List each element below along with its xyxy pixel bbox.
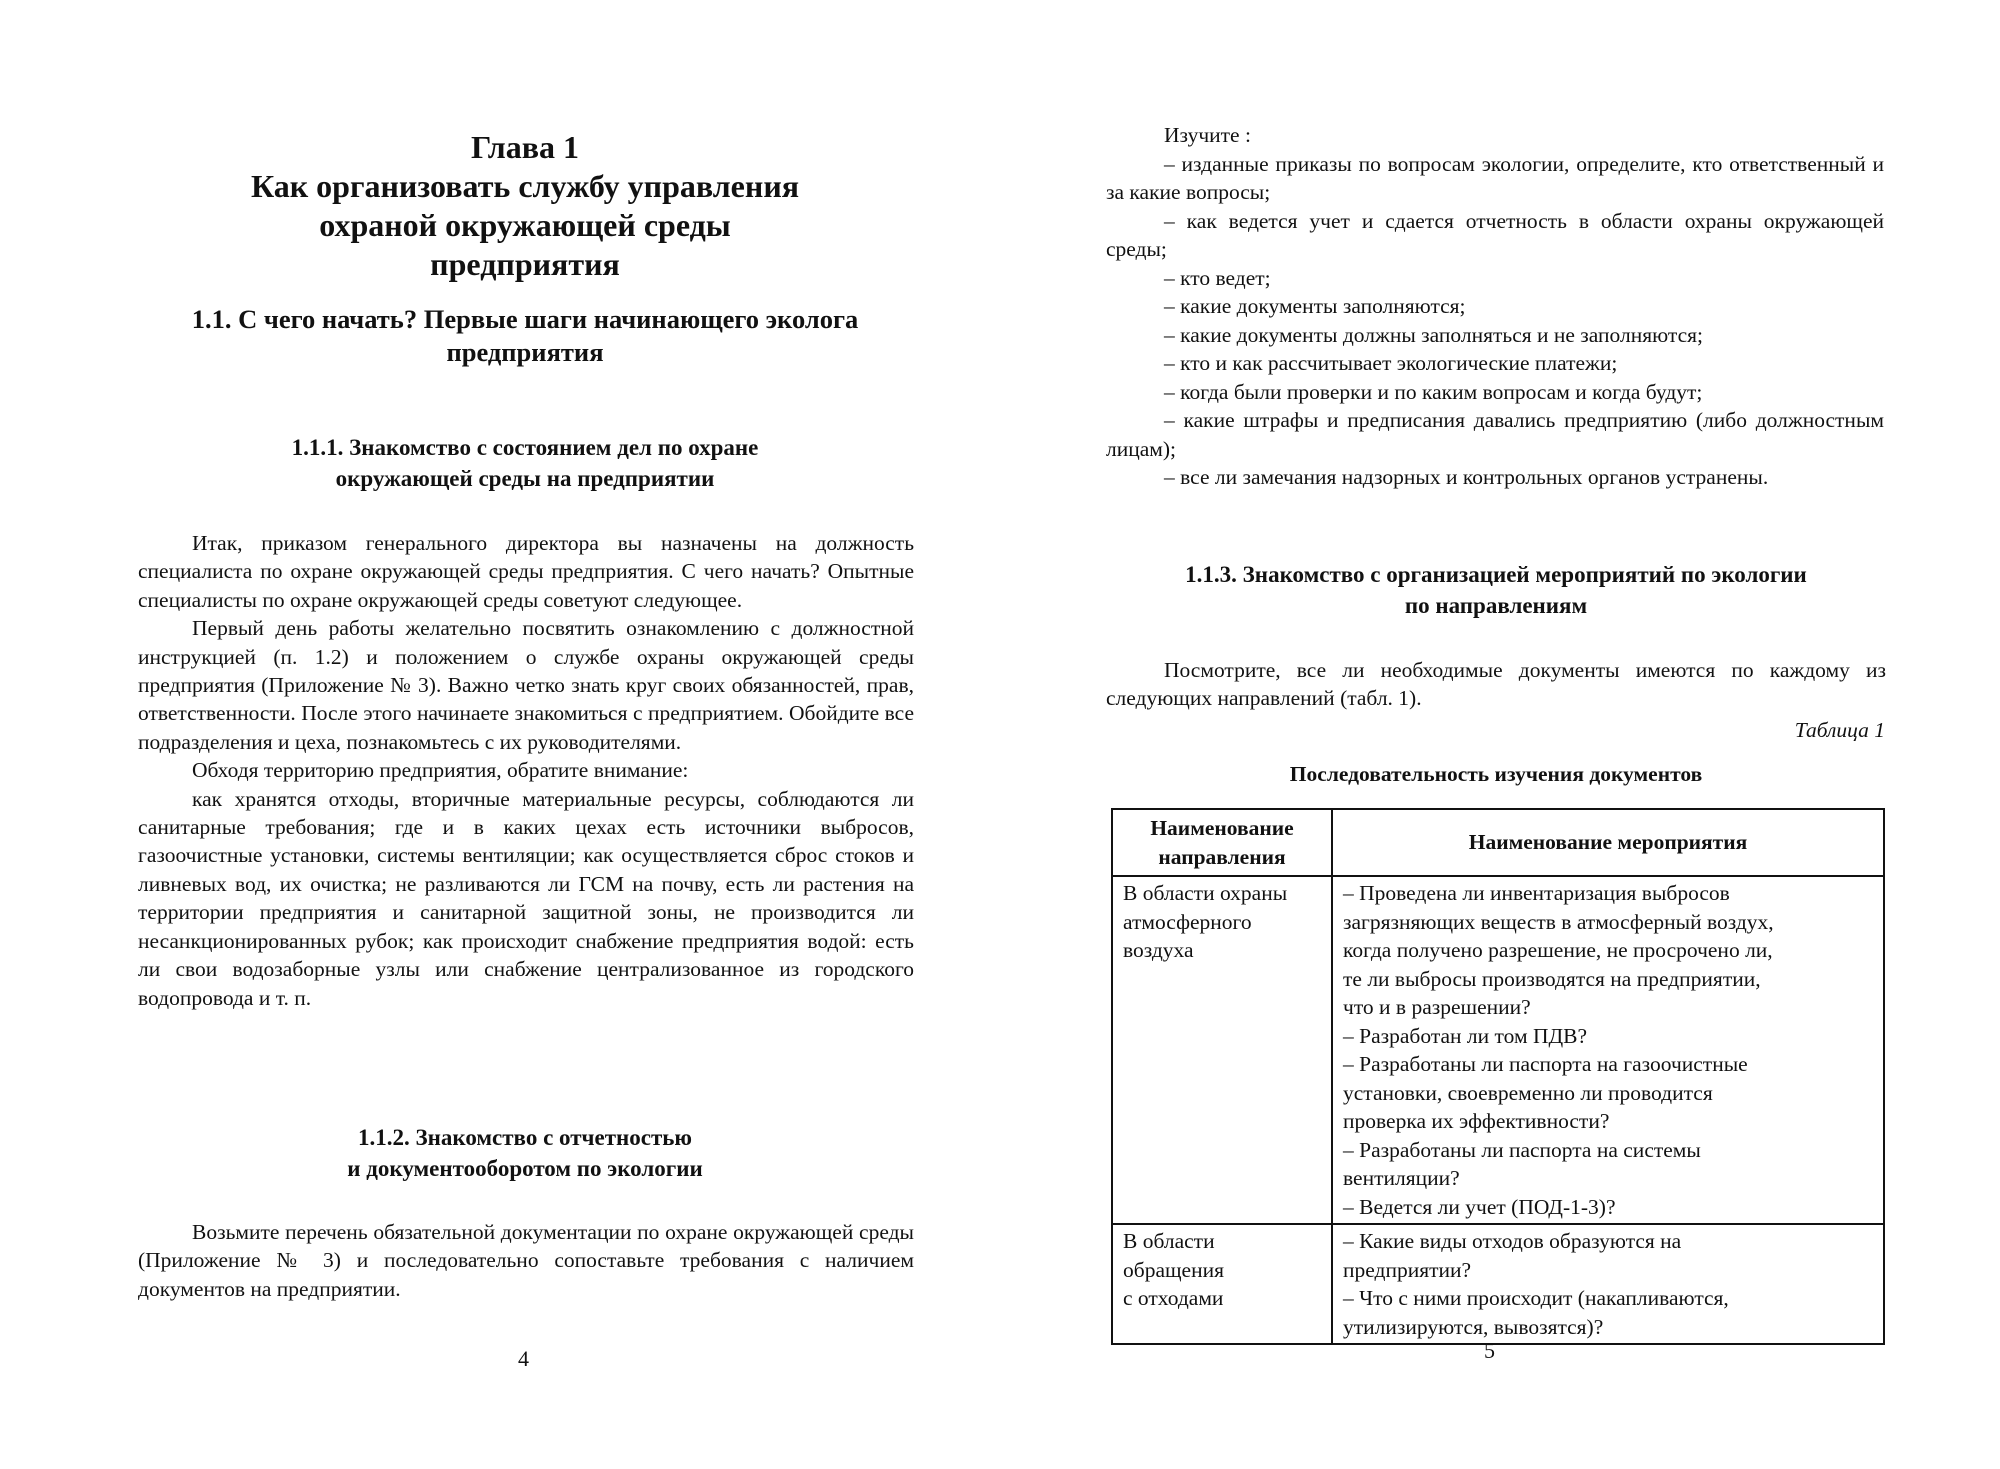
cell-line: те ли выбросы производятся на предприятии, — [1343, 966, 1761, 991]
list-item: – когда были проверки и по каким вопросам и когда будут; — [1164, 379, 1703, 404]
chapter-title-line: охраной окружающей среды — [319, 207, 731, 243]
cell-line: атмосферного — [1123, 909, 1252, 934]
cell-line: предприятии? — [1343, 1257, 1472, 1282]
section-title-line: 1.1. С чего начать? Первые шаги начинающего эколога — [191, 304, 859, 334]
subsection-title-line: окружающей среды на предприятии — [335, 466, 715, 491]
subsection-title-1-1-3 — [1106, 559, 1886, 621]
table-cell-area — [1112, 876, 1332, 1224]
table-caption: Таблица 1 — [1794, 718, 1885, 742]
table-cell-measures — [1332, 876, 1884, 1224]
measures-table — [1111, 808, 1885, 1345]
study-intro: Изучите : — [1164, 123, 1251, 147]
list-item: – какие штрафы и предписания давались предприятию (либо должностным лицам); — [1106, 408, 1884, 461]
cell-line: что и в разрешении? — [1343, 995, 1531, 1019]
cell-line: – Разработаны ли паспорта на газоочистные — [1343, 1052, 1748, 1076]
paragraph: как хранятся отходы, вторичные материальные ресурсы, соблюдаются ли санитарные требования; где и в каких цехах есть источники выбросов, газоочистные установки, системы вентиляции; как осуществляется сброс стоков и ливневых вод, их очистка; не разливаются ли ГСМ на почву, есть ли растения на территории предприятия и санитарной защитной зоны, не производится ли несанкционированных рубок; как происходит снабжение предприятия водой: есть ли свои водозаборные узлы или снабжение централизованное из городского водопровода и т. п. — [138, 786, 914, 1010]
paragraph: Возьмите перечень обязательной документации по охране окружающей среды (Приложение № 3) и последовательно сопоставьте требования с наличием документов на предприятии. — [138, 1220, 914, 1301]
list-item: – какие документы заполняются; — [1164, 294, 1466, 318]
chapter-title-line: Как организовать службу управления — [250, 168, 800, 204]
cell-line: установки, своевременно ли проводится — [1343, 1080, 1713, 1105]
paragraph: Посмотрите, все ли необходимые документы имеются по каждому из следующих направлений (табл. 1). — [1106, 658, 1886, 711]
chapter-title-line: предприятия — [430, 246, 620, 282]
list-item: – кто и как рассчитывает экологические платежи; — [1164, 351, 1618, 375]
paragraph: Итак, приказом генерального директора вы назначены на должность специалиста по охране окружающей среды предприятия. С чего начать? Опытные специалисты по охране окружающей среды советуют следующее. — [138, 531, 914, 612]
table-header-cell: Наименование мероприятия — [1332, 809, 1884, 876]
subsection-title-line: по направлениям — [1404, 593, 1588, 618]
page-number: 5 — [1484, 1338, 1495, 1363]
list-item: – какие документы должны заполняться и не заполняются; — [1164, 322, 1703, 347]
cell-line: загрязняющих веществ в атмосферный воздух, — [1343, 909, 1774, 934]
cell-line: воздуха — [1123, 938, 1194, 962]
right-page — [1000, 0, 2000, 1469]
subsection-title-line: 1.1.2. Знакомство с отчетностью — [357, 1125, 693, 1150]
table-row — [1112, 876, 1884, 1224]
chapter-title — [140, 128, 910, 284]
study-list — [1106, 121, 1884, 492]
page-number: 4 — [518, 1346, 529, 1371]
section-title-line: предприятия — [446, 337, 604, 367]
cell-line: – Ведется ли учет (ПОД-1-3)? — [1343, 1194, 1616, 1219]
subsection-title-1-1-1 — [140, 432, 910, 494]
subsection-title-line: 1.1.3. Знакомство с организацией мероприятий по экологии — [1185, 562, 1807, 587]
cell-line: – Разработаны ли паспорта на системы — [1343, 1137, 1701, 1162]
list-item: – как ведется учет и сдается отчетность в области охраны окружающей среды; — [1106, 208, 1884, 261]
cell-line: – Что с ними происходит (накапливаются, — [1343, 1286, 1729, 1310]
cell-line: – Проведена ли инвентаризация выбросов — [1343, 881, 1730, 905]
cell-line: обращения — [1123, 1257, 1224, 1282]
list-item: – кто ведет; — [1164, 265, 1271, 290]
table-header-row — [1112, 809, 1884, 876]
cell-line: В области охраны — [1123, 881, 1288, 905]
cell-line: вентиляции? — [1343, 1166, 1460, 1190]
subsection-title-1-1-2 — [140, 1122, 910, 1184]
table-title: Последовательность изучения документов — [1289, 762, 1703, 786]
cell-line: утилизируются, вывозятся)? — [1343, 1314, 1604, 1339]
table-header-cell: Наименование направления — [1112, 809, 1332, 876]
cell-line: В области — [1123, 1229, 1215, 1253]
subsection-title-line: и документооборотом по экологии — [347, 1156, 703, 1181]
section-title — [140, 303, 910, 369]
paragraph: Обходя территорию предприятия, обратите внимание: — [192, 758, 689, 783]
paragraph: Первый день работы желательно посвятить ознакомлению с должностной инструкцией (п. 1.2) и положением о службе охраны окружающей среды предприятия (Приложение № 3). Важно четко знать круг своих обязанностей, прав, ответственности. После этого начинаете знакомиться с предприятием. Обойдите все подразделения и цеха, познакомьтесь с их руководителями. — [138, 616, 914, 754]
cell-line: когда получено разрешение, не просрочено ли, — [1343, 938, 1773, 962]
body-text-1-1-2 — [138, 1218, 914, 1303]
table-cell-area — [1112, 1224, 1332, 1344]
list-item: – все ли замечания надзорных и контрольных органов устранены. — [1164, 465, 1769, 489]
table-row — [1112, 1224, 1884, 1344]
subsection-title-line: 1.1.1. Знакомство с состоянием дел по охране — [291, 435, 759, 460]
table-cell-measures — [1332, 1224, 1884, 1344]
list-item: – изданные приказы по вопросам экологии, определите, кто ответственный и за какие вопросы; — [1106, 151, 1884, 204]
cell-line: – Разработан ли том ПДВ? — [1343, 1023, 1588, 1048]
cell-line: проверка их эффективности? — [1343, 1109, 1610, 1133]
chapter-title-line: Глава 1 — [471, 129, 579, 165]
body-text-1-1-3 — [1106, 656, 1886, 713]
body-text-1-1-1 — [138, 529, 914, 1012]
cell-line: с отходами — [1123, 1286, 1224, 1310]
cell-line: – Какие виды отходов образуются на — [1343, 1229, 1682, 1253]
